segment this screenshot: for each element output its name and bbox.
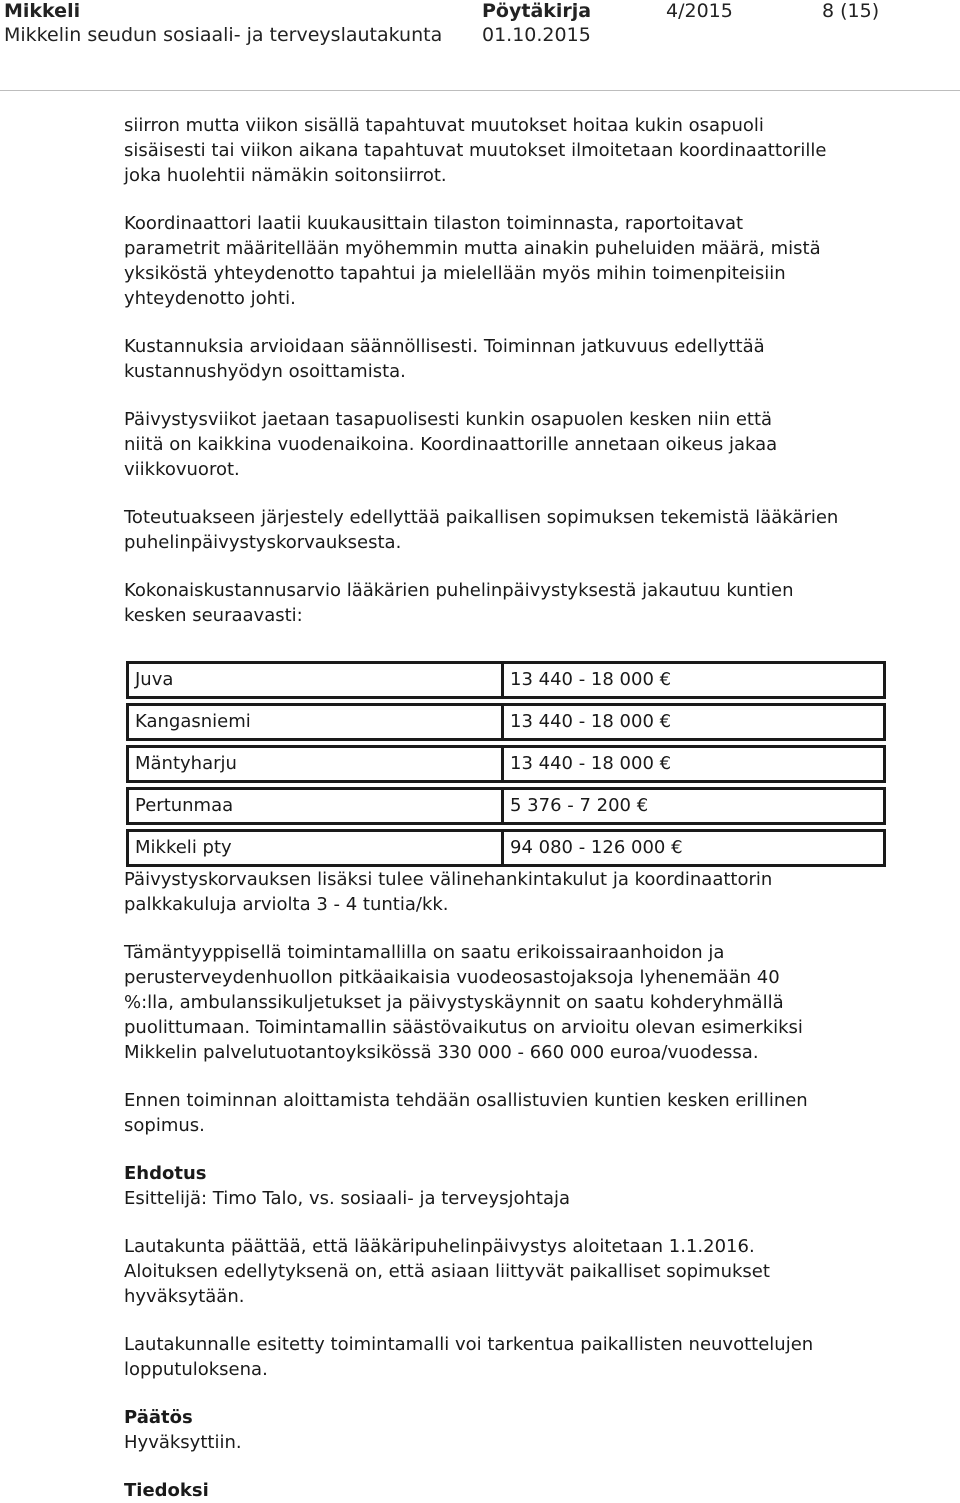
- paragraph-savings: Tämäntyyppisellä toimintamallilla on saatu erikoissairaanhoidon ja perusterveydenhuollon pitkäaikaisia vuodeosastojaksoja lyhenemään 40 %:lla, ambulanssikuljetukset ja päivystyskäynnit on saatu kohderyhmällä puolittumaan. Toimintamallin säästövaikutus on arvioitu olevan esimerkiksi Mikkelin palvelutuotantoyksikössä 330 000 - 660 000 euroa/vuodessa.: [124, 942, 803, 1063]
- header-committee: Mikkelin seudun sosiaali- ja terveyslautakunta: [4, 24, 443, 46]
- table-row: [126, 829, 886, 867]
- document-body: [124, 113, 924, 1503]
- municipality-cell: Mikkeli pty: [126, 829, 501, 867]
- paragraph-separate-agreement: Ennen toiminnan aloittamista tehdään osallistuvien kuntien kesken erillinen sopimus.: [124, 1090, 808, 1136]
- table-row: [126, 661, 886, 699]
- table-row: [126, 703, 886, 741]
- proposal-heading: Ehdotus: [124, 1163, 207, 1184]
- header-doc-type: Pöytäkirja: [482, 0, 592, 22]
- cost-cell: 94 080 - 126 000 €: [501, 829, 886, 867]
- table-row: [126, 745, 886, 783]
- municipality-cell: Pertunmaa: [126, 787, 501, 825]
- paragraph-costs-review: Kustannuksia arvioidaan säännöllisesti. Toiminnan jatkuvuus edellyttää kustannushyödyn osoittamista.: [124, 336, 765, 382]
- proposal-presenter: Esittelijä: Timo Talo, vs. sosiaali- ja terveysjohtaja: [124, 1188, 571, 1209]
- paragraph-duty-weeks: Päivystysviikot jaetaan tasapuolisesti kunkin osapuolen kesken niin että niitä on kaikkina vuodenaikoina. Koordinaattorille annetaan oikeus jakaa viikkovuorot.: [124, 409, 778, 480]
- paragraph-statistics: Koordinaattori laatii kuukausittain tilaston toiminnasta, raportoitavat parametrit määritellään myöhemmin mutta ainakin puheluiden määrä, mistä yksiköstä yhteydenotto tapahtui ja mielellään myös mihin toimenpiteisiin yhteydenotto johti.: [124, 213, 821, 309]
- proposal-decision: Lautakunta päättää, että lääkäripuhelinpäivystys aloitetaan 1.1.2016. Aloituksen edellytyksenä on, että asiaan liittyvät paikalliset sopimukset hyväksytään.: [124, 1236, 770, 1307]
- cost-table: [126, 661, 886, 867]
- municipality-cell: Juva: [126, 661, 501, 699]
- cost-cell: 13 440 - 18 000 €: [501, 703, 886, 741]
- header-page-number: 8 (15): [822, 0, 880, 22]
- info-heading: Tiedoksi: [124, 1480, 209, 1501]
- paragraph-call-transfer: siirron mutta viikon sisällä tapahtuvat muutokset hoitaa kukin osapuoli sisäisesti tai viikon aikana tapahtuvat muutokset ilmoitetaan koordinaattorille joka huolehtii nämäkin soitonsiirrot.: [124, 115, 827, 186]
- decision-heading: Päätös: [124, 1407, 193, 1428]
- proposal-note: Lautakunnalle esitetty toimintamalli voi tarkentua paikallisten neuvottelujen lopputuloksena.: [124, 1334, 814, 1380]
- paragraph-local-agreement: Toteutuakseen järjestely edellyttää paikallisen sopimuksen tekemistä lääkärien puhelinpäivystyskorvauksesta.: [124, 507, 839, 553]
- cost-cell: 13 440 - 18 000 €: [501, 745, 886, 783]
- header-org: Mikkeli: [4, 0, 81, 22]
- cost-cell: 5 376 - 7 200 €: [501, 787, 886, 825]
- paragraph-additional-costs: Päivystyskorvauksen lisäksi tulee välinehankintakulut ja koordinaattorin palkkakuluja arviolta 3 - 4 tuntia/kk.: [124, 869, 773, 915]
- header-date: 01.10.2015: [482, 24, 591, 46]
- decision-text: Hyväksyttiin.: [124, 1432, 242, 1453]
- header-issue: 4/2015: [666, 0, 733, 22]
- table-row: [126, 787, 886, 825]
- cost-cell: 13 440 - 18 000 €: [501, 661, 886, 699]
- page-header: [0, 0, 960, 91]
- municipality-cell: Kangasniemi: [126, 703, 501, 741]
- municipality-cell: Mäntyharju: [126, 745, 501, 783]
- paragraph-total-estimate: Kokonaiskustannusarvio lääkärien puhelinpäivystyksestä jakautuu kuntien kesken seuraavasti:: [124, 580, 794, 626]
